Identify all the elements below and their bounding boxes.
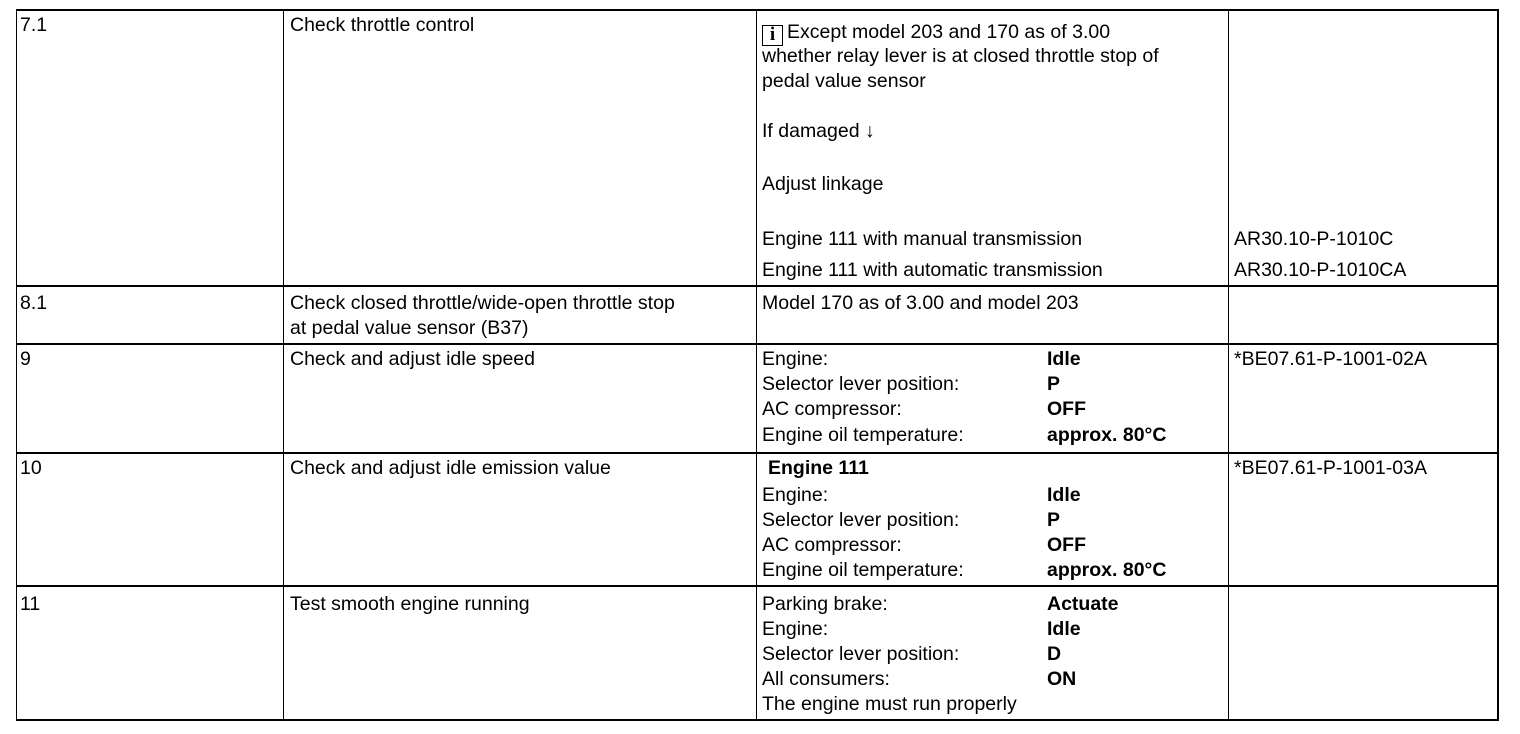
task-text: at pedal value sensor (B37) <box>290 317 529 339</box>
column-divider <box>1228 9 1229 721</box>
spec-label: Selector lever position: <box>762 373 960 395</box>
spec-value: Idle <box>1047 484 1081 506</box>
spec-value: ON <box>1047 668 1077 690</box>
spec-action: Adjust linkage <box>762 173 884 195</box>
row-divider <box>16 285 1499 287</box>
step-number: 7.1 <box>20 14 48 36</box>
reference-code: *BE07.61-P-1001-03A <box>1234 457 1427 479</box>
column-divider <box>1497 9 1499 721</box>
spec-label: AC compressor: <box>762 398 902 420</box>
task-text: Check and adjust idle emission value <box>290 457 611 479</box>
step-number: 9 <box>20 348 31 370</box>
spec-label: Engine: <box>762 484 829 506</box>
spec-label: Engine oil temperature: <box>762 424 964 446</box>
spec-result: The engine must run properly <box>762 693 1017 715</box>
spec-value: approx. 80°C <box>1047 559 1167 581</box>
step-number: 8.1 <box>20 292 48 314</box>
reference-code: *BE07.61-P-1001-02A <box>1234 348 1427 370</box>
spec-note: i Except model 203 and 170 as of 3.00 <box>762 20 1110 46</box>
reference-code: AR30.10-P-1010CA <box>1234 259 1407 281</box>
spec-note: whether relay lever is at closed throttle stop of <box>762 45 1159 67</box>
spec-label: All consumers: <box>762 668 890 690</box>
spec-note: pedal value sensor <box>762 70 926 92</box>
spec-value: Idle <box>1047 348 1081 370</box>
spec-value: approx. 80°C <box>1047 424 1167 446</box>
step-number: 11 <box>20 593 41 615</box>
spec-engine-auto: Engine 111 with automatic transmission <box>762 259 1103 281</box>
spec-label: Selector lever position: <box>762 509 960 531</box>
spec-label: Engine: <box>762 618 829 640</box>
task-text: Check and adjust idle speed <box>290 348 535 370</box>
spec-value: P <box>1047 373 1061 395</box>
column-divider <box>16 9 17 721</box>
spec-value: Idle <box>1047 618 1081 640</box>
step-number: 10 <box>20 457 42 479</box>
spec-label: Parking brake: <box>762 593 888 615</box>
spec-value: OFF <box>1047 398 1086 420</box>
task-text: Check throttle control <box>290 14 475 36</box>
row-divider <box>16 343 1499 345</box>
spec-value: OFF <box>1047 534 1086 556</box>
spec-label: Selector lever position: <box>762 643 960 665</box>
procedure-table <box>16 9 1499 721</box>
spec-label: Engine oil temperature: <box>762 559 964 581</box>
spec-value: D <box>1047 643 1062 665</box>
spec-heading: Engine 111 <box>768 457 869 479</box>
spec-condition: If damaged ↓ <box>762 120 875 142</box>
row-divider <box>16 585 1499 587</box>
task-text: Test smooth engine running <box>290 593 530 615</box>
info-icon: i <box>762 25 783 46</box>
spec-value: Actuate <box>1047 593 1119 615</box>
column-divider <box>283 9 284 721</box>
spec-label: Engine: <box>762 348 829 370</box>
spec-engine-manual: Engine 111 with manual transmission <box>762 228 1083 250</box>
reference-code: AR30.10-P-1010C <box>1234 228 1394 250</box>
spec-value: P <box>1047 509 1061 531</box>
row-divider <box>16 452 1499 454</box>
spec-label: AC compressor: <box>762 534 902 556</box>
spec-text: Model 170 as of 3.00 and model 203 <box>762 292 1079 314</box>
column-divider <box>756 9 757 721</box>
row-divider <box>16 9 1499 11</box>
row-divider <box>16 719 1499 721</box>
task-text: Check closed throttle/wide-open throttle stop <box>290 292 675 314</box>
